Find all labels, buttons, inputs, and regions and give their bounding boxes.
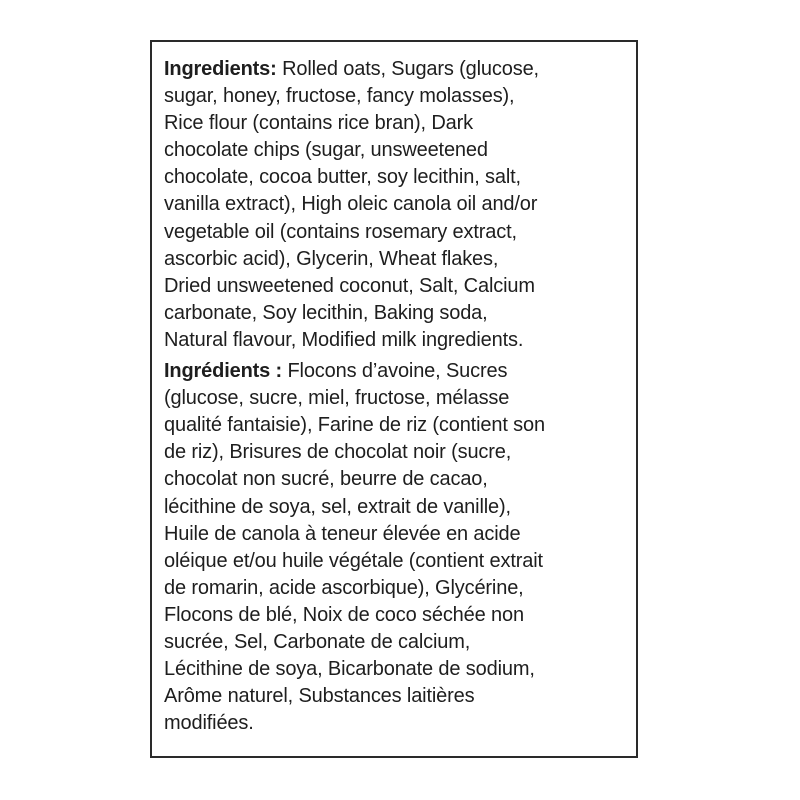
ingredient-line: chocolate, cocoa butter, soy lecithin, salt, (164, 166, 521, 189)
ingredient-line: Huile de canola à teneur élevée en acide (164, 522, 521, 545)
ingredient-line: chocolat non sucré, beurre de cacao, (164, 468, 488, 491)
ingredient-line: modifiées. (164, 712, 254, 735)
ingredient-line: oléique et/ou huile végétale (contient extrait (164, 549, 543, 572)
ingredient-text: Flocons d’avoine, Sucres (282, 360, 508, 383)
english-heading: Ingredients: (164, 58, 277, 80)
ingredient-line: sucrée, Sel, Carbonate de calcium, (164, 630, 471, 653)
ingredient-line: de romarin, acide ascorbique), Glycérine, (164, 576, 524, 599)
ingredient-line: qualité fantaisie), Farine de riz (contient son (164, 414, 545, 437)
ingredient-line: sugar, honey, fructose, fancy molasses), (164, 85, 515, 108)
ingredient-line: vanilla extract), High oleic canola oil and/or (164, 193, 538, 216)
ingredient-line: vegetable oil (contains rosemary extract, (164, 220, 517, 243)
ingredient-line: de riz), Brisures de chocolat noir (sucre, (164, 441, 512, 464)
french-ingredients (164, 358, 626, 737)
ingredient-line: Rice flour (contains rice bran), Dark (164, 112, 474, 135)
ingredient-line: carbonate, Soy lecithin, Baking soda, (164, 301, 488, 324)
ingredient-line (164, 56, 626, 83)
ingredient-line: (glucose, sucre, miel, fructose, mélasse (164, 387, 510, 410)
ingredient-line: Lécithine de soya, Bicarbonate de sodium, (164, 658, 535, 681)
ingredient-line (164, 358, 626, 385)
ingredient-line: Flocons de blé, Noix de coco séchée non (164, 603, 524, 626)
ingredient-line: Arôme naturel, Substances laitières (164, 685, 475, 708)
ingredient-text: Rolled oats, Sugars (glucose, (276, 58, 539, 80)
english-ingredients (164, 56, 626, 354)
ingredient-line: lécithine de soya, sel, extrait de vanille), (164, 495, 511, 518)
ingredient-line: Natural flavour, Modified milk ingredients. (164, 328, 524, 351)
french-heading: Ingrédients : (164, 360, 283, 383)
ingredient-line: chocolate chips (sugar, unsweetened (164, 139, 488, 162)
ingredients-label-panel (150, 40, 638, 758)
ingredient-line: Dried unsweetened coconut, Salt, Calcium (164, 274, 535, 297)
ingredient-line: ascorbic acid), Glycerin, Wheat flakes, (164, 247, 499, 270)
